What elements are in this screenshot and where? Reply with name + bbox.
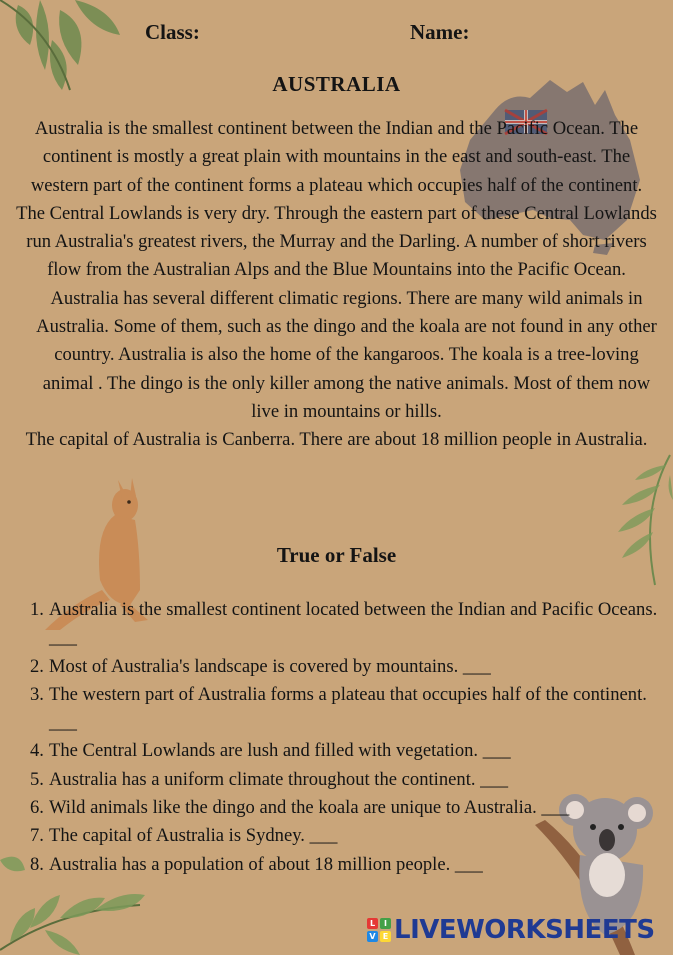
question-item	[30, 737, 660, 765]
question-number: 7.	[30, 825, 44, 847]
passage-paragraph: Australia is the smallest continent between the Indian and the Pacific Ocean. The continent is mostly a great plain with mountains in the east and south-east. The western part of the continent forms a plateau which occupies half of the continent. The Central Lowlands is very dry. Through the eastern part of these Central Lowlands run Australia's greatest rivers, the Murray and the Darling. A number of short rivers flow from the Australian Alps and the Blue Mountains into the Pacific Ocean.	[16, 118, 657, 281]
logo-grid-letter: L	[367, 918, 378, 929]
question-number: 1.	[30, 599, 44, 620]
question-item	[30, 822, 660, 850]
logo-grid-letter: E	[380, 931, 391, 942]
question-number: 3.	[30, 683, 44, 705]
logo-grid-letter: I	[380, 918, 391, 929]
question-text: Australia has a population of about 18 million people. ___	[49, 853, 483, 875]
passage-paragraph: The capital of Australia is Canberra. There are about 18 million people in Australia.	[25, 429, 648, 451]
question-text: Australia is the smallest continent located between the Indian and Pacific Oceans. ___	[49, 599, 658, 649]
logo-text: LIVEWORKSHEETS	[394, 915, 655, 945]
question-item	[30, 681, 660, 738]
header-row	[0, 20, 673, 50]
question-item	[30, 766, 660, 794]
question-text: The capital of Australia is Sydney. ___	[49, 825, 338, 847]
liveworksheets-logo	[367, 912, 655, 948]
question-item	[30, 653, 660, 681]
question-number: 2.	[30, 655, 44, 677]
passage-paragraph: Australia has several different climatic regions. There are many wild animals in Australia. Some of them, such as the dingo and the koala are not found in any other country. Australia is also the home of the kangaroos. The koala is a tree-loving animal . The dingo is the only killer among the native animals. Most of them now live in mountains or hills.	[36, 287, 657, 422]
question-number: 4.	[30, 740, 44, 762]
question-text: Wild animals like the dingo and the koala are unique to Australia. ___	[49, 797, 570, 819]
question-text: The Central Lowlands are lush and filled with vegetation. ___	[49, 740, 511, 762]
reading-passage	[16, 115, 657, 455]
question-item	[30, 851, 660, 879]
question-text: Most of Australia's landscape is covered by mountains. ___	[49, 655, 491, 677]
class-label: Class:	[145, 20, 200, 44]
question-list	[30, 596, 660, 879]
question-number: 5.	[30, 768, 44, 790]
question-item	[30, 596, 660, 653]
question-item	[30, 794, 660, 822]
question-text: Australia has a uniform climate throughout the continent. ___	[49, 768, 509, 790]
section-title: True or False	[276, 543, 397, 567]
logo-grid-letter: V	[367, 931, 378, 942]
liveworksheets-logo-icon	[367, 918, 391, 942]
fern-leaf-right-icon	[600, 450, 673, 590]
name-label: Name:	[410, 20, 470, 44]
question-number: 8.	[30, 853, 44, 875]
page-title: AUSTRALIA	[272, 72, 401, 96]
question-number: 6.	[30, 797, 44, 819]
question-text: The western part of Australia forms a plateau that occupies half of the continent. ___	[49, 683, 647, 734]
